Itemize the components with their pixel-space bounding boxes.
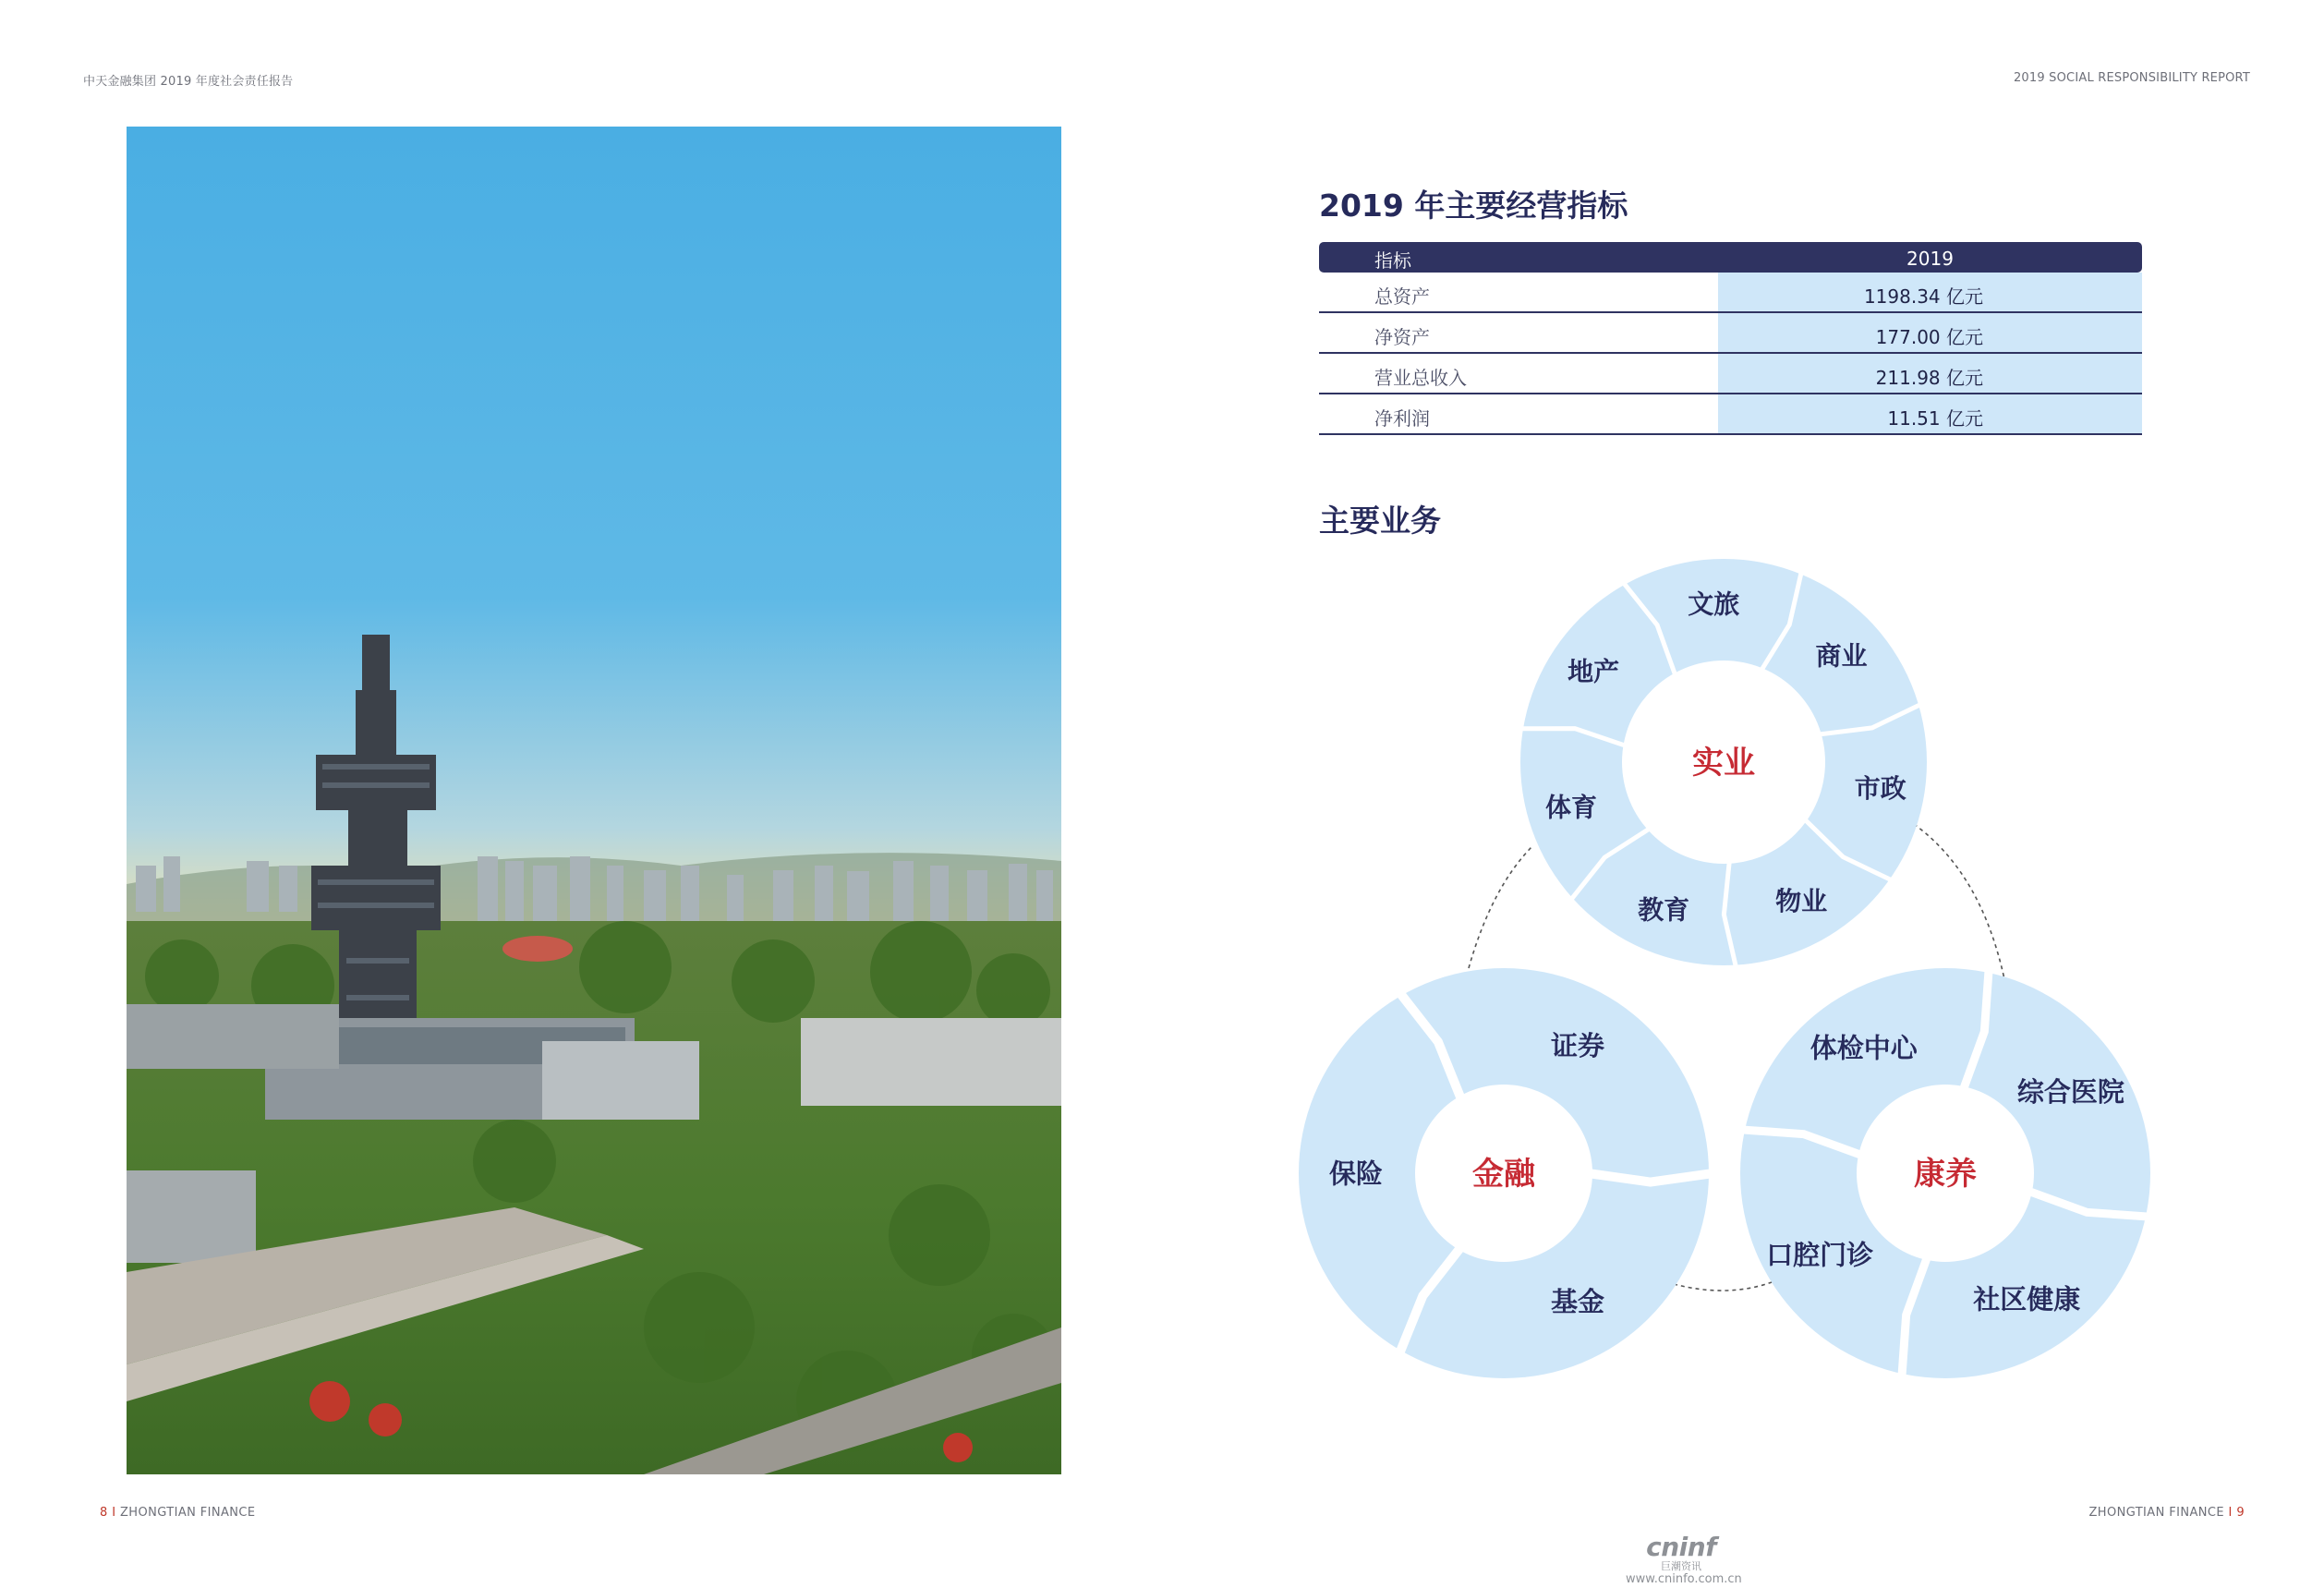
row-label: 净资产 [1374,326,1430,348]
business-item-label: 社区健康 [1973,1283,2081,1315]
cluster-2 [1740,968,2150,1378]
business-item-label: 综合医院 [2016,1076,2124,1109]
page-number-left: 8 [100,1506,108,1520]
table-row [1319,394,2142,435]
watermark-url: www.cninfo.com.cn [1626,1572,1742,1586]
business-item-label: 基金 [1550,1286,1605,1318]
business-item-label: 体检中心 [1810,1032,1918,1064]
column-header-indicator: 指标 [1374,249,1411,272]
business-item-label: 商业 [1815,640,1868,672]
cluster-center-label: 实业 [1692,745,1755,782]
business-item-label: 教育 [1638,894,1690,926]
business-item-label: 证券 [1550,1029,1605,1061]
business-item-label: 文旅 [1688,588,1740,620]
cluster-center-label: 康养 [1914,1156,1977,1193]
connector-bottom [1674,1282,1772,1291]
business-title: 主要业务 [1319,503,1441,539]
business-item-label: 体育 [1545,792,1598,823]
table-row [1319,273,2142,313]
business-item-label: 口腔门诊 [1766,1239,1874,1271]
cluster-0 [1519,559,1927,970]
footer-left-text: ZHONGTIAN FINANCE [120,1506,256,1520]
row-value: 177.00 亿元 [1875,326,1983,348]
table-row [1319,313,2142,354]
cluster-center-label: 金融 [1472,1156,1535,1193]
connector-right [1914,824,2004,979]
row-label: 营业总收入 [1374,367,1467,389]
row-value: 1198.34 亿元 [1863,285,1983,308]
business-item-label: 物业 [1775,886,1828,917]
cluster-1 [1299,968,1713,1378]
indicators-table [1319,242,2142,435]
table-header [1319,242,2142,273]
footer-right: ZHONGTIAN FINANCE I 9 [2088,1506,2245,1520]
city-skyline-photo [127,127,1061,1474]
business-diagram [1293,554,2171,1395]
report-header-left: 中天金融集团 2019 年度社会责任报告 [83,75,294,89]
footer-left: 8 I ZHONGTIAN FINANCE [100,1506,256,1520]
report-header-right: 2019 SOCIAL RESPONSIBILITY REPORT [2013,71,2250,85]
row-label: 净利润 [1374,407,1430,430]
table-row [1319,354,2142,394]
cninfo-watermark [1626,1532,1742,1587]
row-value: 211.98 亿元 [1875,367,1983,389]
column-header-year: 2019 [1906,248,1954,270]
row-label: 总资产 [1374,285,1430,308]
page-number-right: 9 [2236,1506,2245,1520]
business-item-label: 市政 [1854,772,1906,804]
footer-right-text: ZHONGTIAN FINANCE [2088,1506,2224,1520]
business-item-label: 保险 [1328,1158,1384,1190]
indicators-title: 2019 年主要经营指标 [1319,188,1628,224]
watermark-logo: cninf [1646,1532,1716,1562]
connector-left [1469,845,1533,968]
watermark-subtitle: 巨潮资讯 [1661,1560,1701,1572]
business-item-label: 地产 [1567,656,1620,687]
row-value: 11.51 亿元 [1887,407,1983,430]
